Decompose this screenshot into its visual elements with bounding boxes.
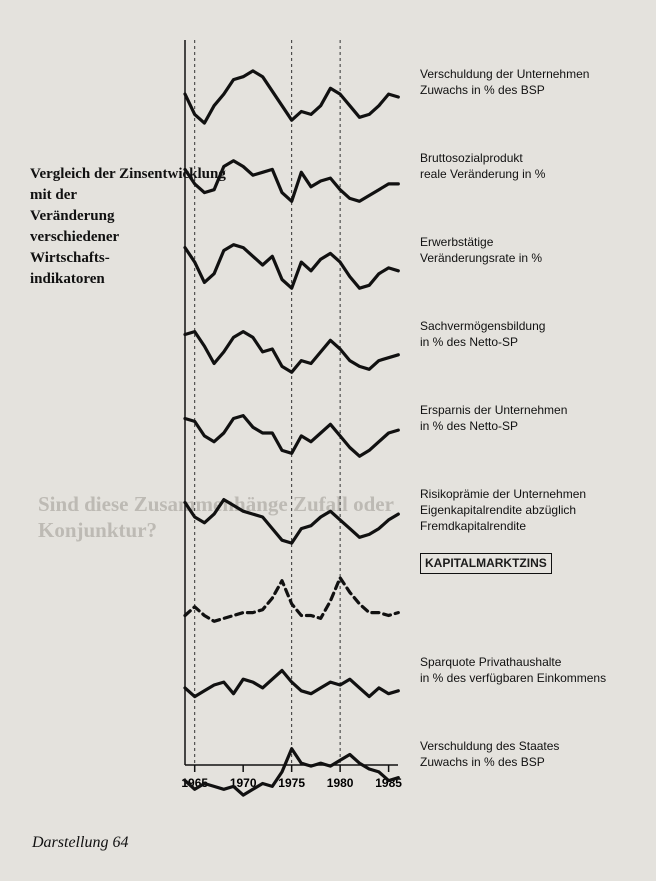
series-label-line: Sachvermögensbildung [420,319,546,333]
series-label [420,654,606,686]
series-label-line: in % des Netto-SP [420,335,519,349]
chart-title-line: Veränderung [30,208,115,224]
series-line [185,416,398,457]
series-label [420,738,559,770]
series-label [420,66,589,98]
x-tick-label: 1980 [326,776,354,790]
chart-title-line: verschiedener [30,229,120,245]
figure-caption: Darstellung 64 [32,834,129,851]
background-heading-1: Sind diese Zusammenhänge Zufall oder [38,492,394,516]
series-label [420,234,542,266]
x-tick-label: 1985 [375,776,402,790]
series-label-line: Sparquote Privathaushalte [420,655,562,669]
series-label-line: reale Veränderung in % [420,167,546,181]
chart-title-line: Vergleich der Zinsentwicklung [30,166,226,182]
x-tick-label: 1975 [278,776,306,790]
chart-title-line: indikatoren [30,271,105,287]
chart-title-line: Wirtschafts- [30,250,110,266]
series-label: KAPITALMARKTZINS [420,553,552,574]
series-label-line: Veränderungsrate in % [420,251,543,265]
chart-title-line: mit der [30,187,78,203]
series-label-line: Verschuldung der Unternehmen [420,67,590,81]
series-label-line: Fremdkapitalrendite [420,519,527,533]
x-tick-label: 1965 [181,776,209,790]
series-label-line: Bruttosozialprodukt [420,151,523,165]
series-label-line: in % des verfügbaren Einkommens [420,671,607,685]
series-label-line: Eigenkapitalrendite abzüglich [420,503,577,517]
series-label [420,402,567,434]
series-label-line: in % des Netto-SP [420,419,519,433]
series-label-line: Erwerbstätige [420,235,494,249]
x-tick-label: 1970 [229,776,257,790]
series-line [185,671,398,697]
series-label-line: Risikoprämie der Unternehmen [420,487,587,501]
background-heading-2: Konjunktur? [38,518,158,542]
series-label [420,486,586,534]
series-label [420,150,545,182]
series-label-line: Ersparnis der Unternehmen [420,403,568,417]
series-label-line: Zuwachs in % des BSP [420,83,545,97]
series-label-line: Zuwachs in % des BSP [420,755,545,769]
series-label-line: Verschuldung des Staates [420,739,560,753]
series-label [420,318,545,350]
